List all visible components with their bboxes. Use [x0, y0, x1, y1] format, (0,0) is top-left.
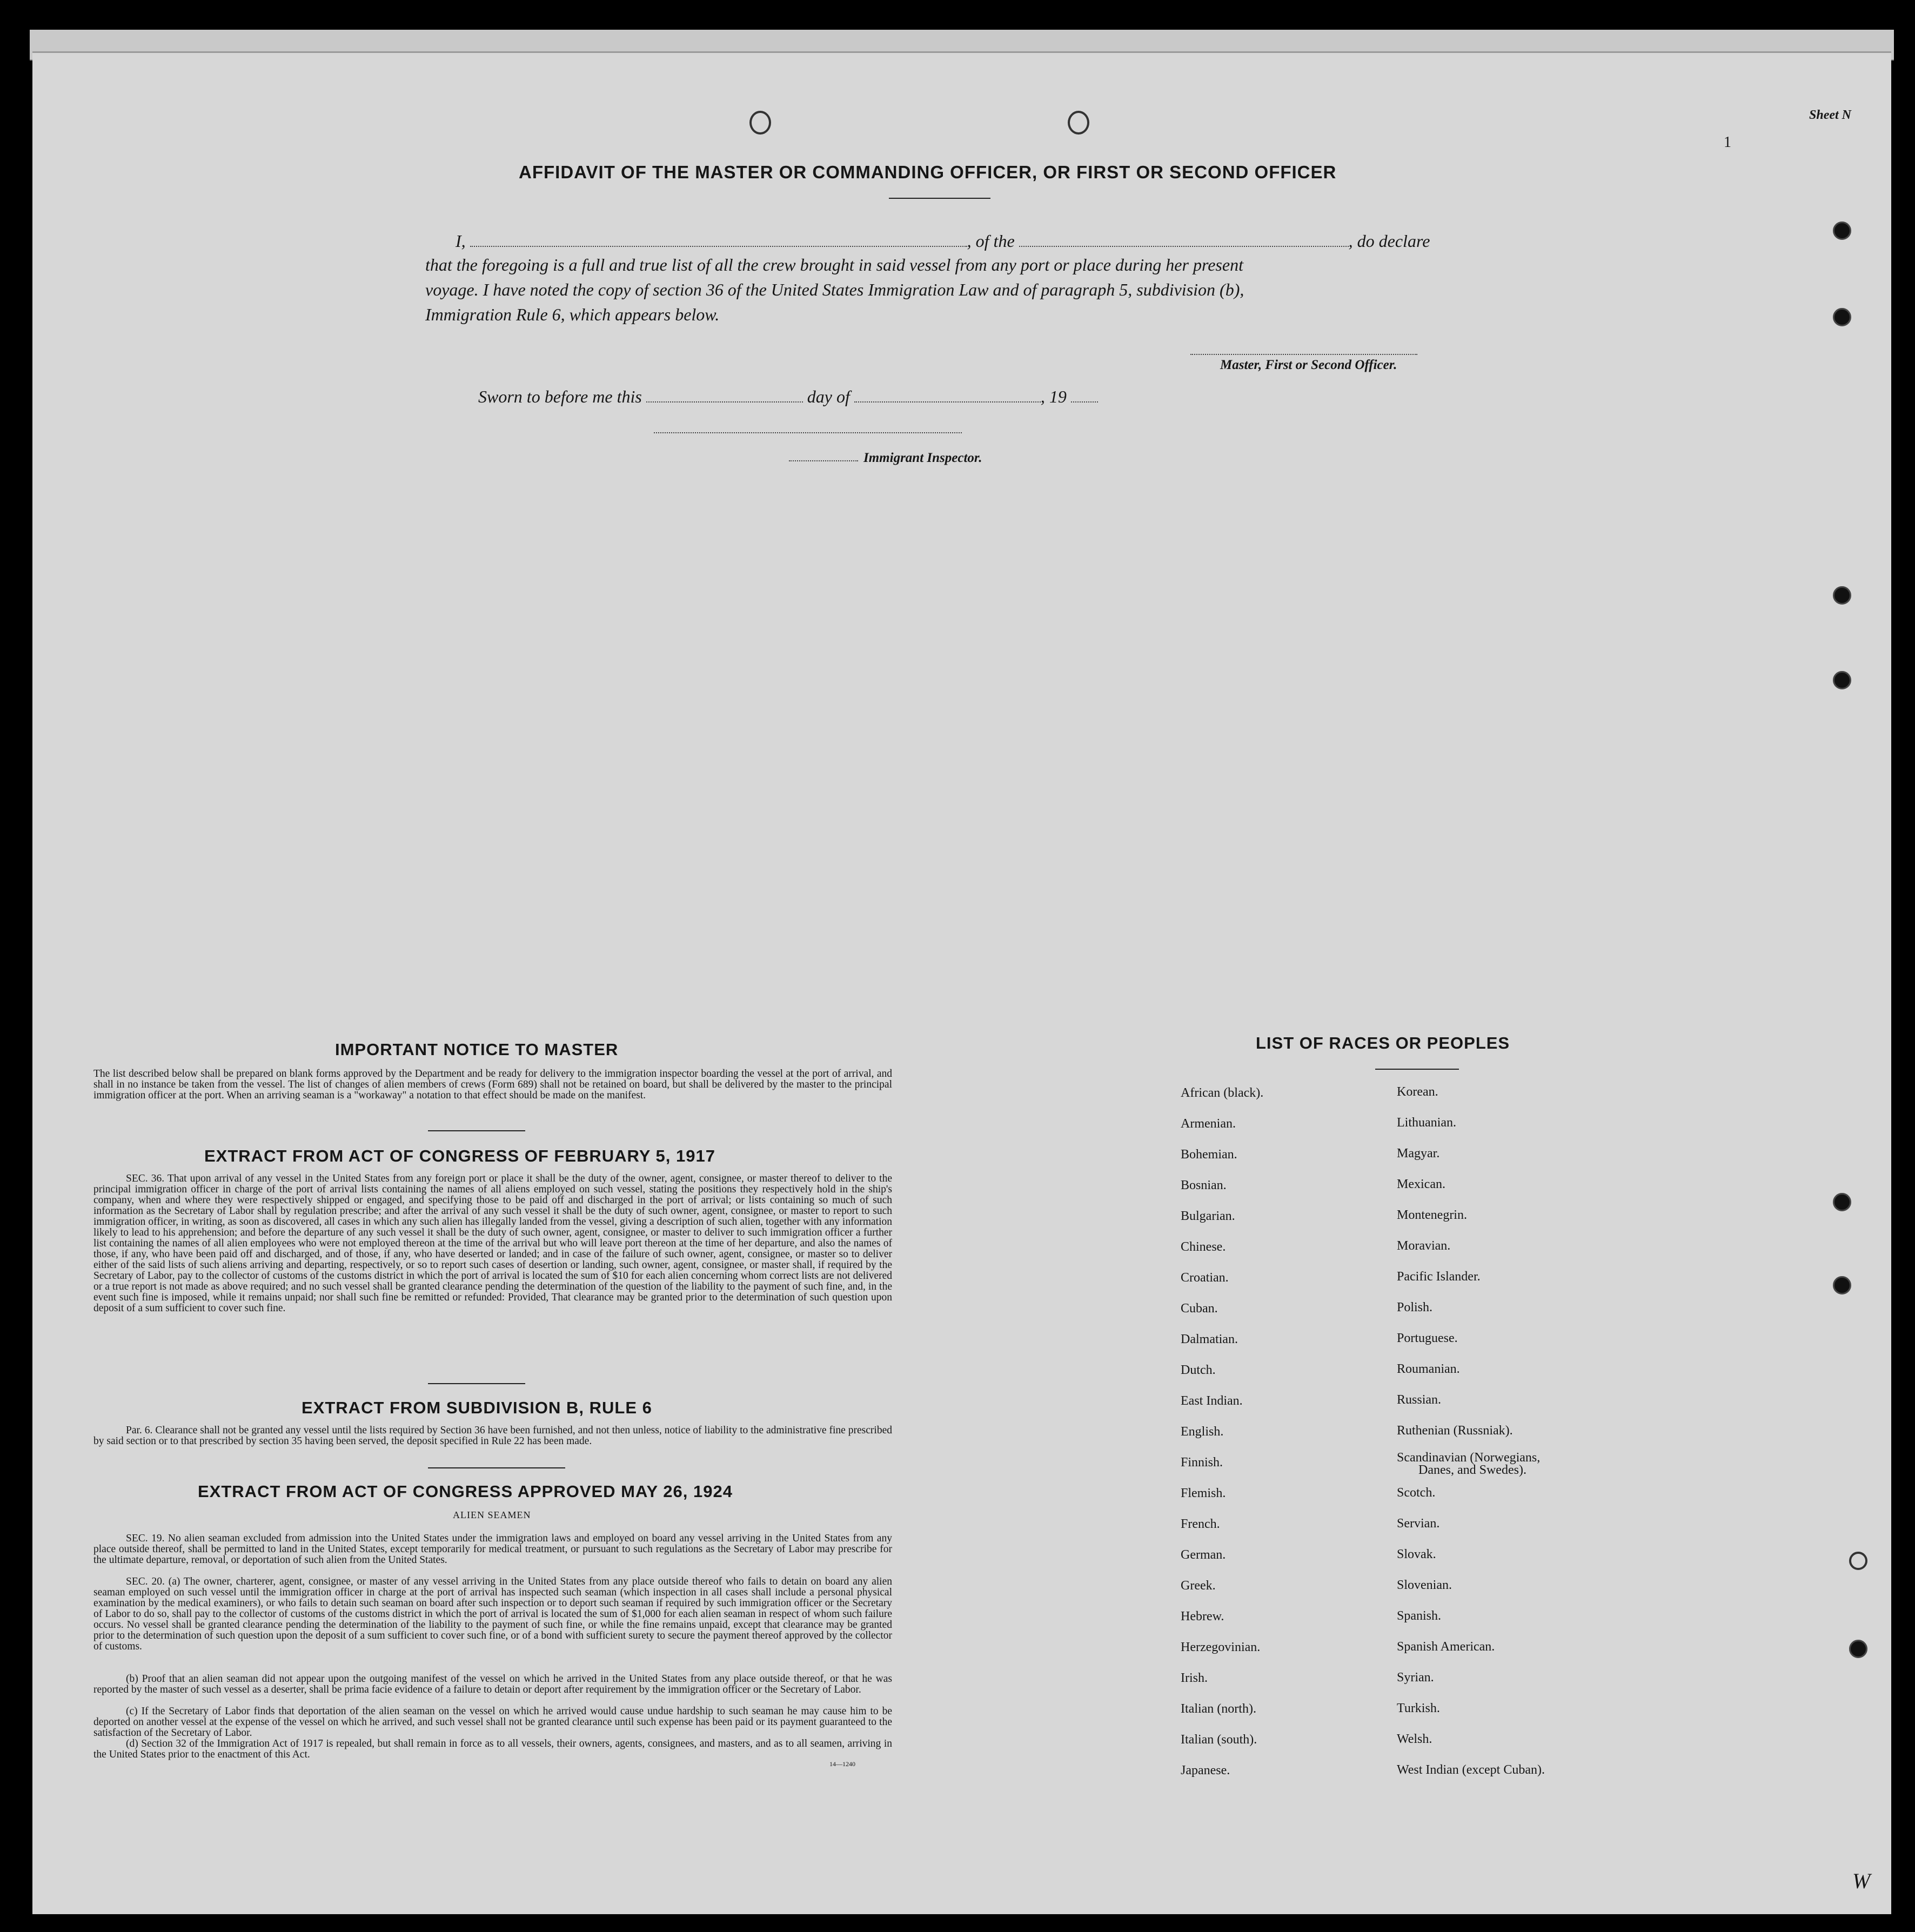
race-left-item: Cuban. — [1181, 1302, 1218, 1316]
notice-rule — [428, 1130, 525, 1131]
race-left-item: Croatian. — [1181, 1271, 1229, 1285]
race-right-item: Magyar. — [1397, 1146, 1440, 1160]
race-right-item: Roumanian. — [1397, 1362, 1460, 1376]
race-right-item: Russian. — [1397, 1393, 1442, 1407]
race-right-item: Portuguese. — [1397, 1331, 1458, 1345]
race-left-item: Bulgarian. — [1181, 1209, 1235, 1223]
race-right-item: Danes, and Swedes). — [1418, 1463, 1526, 1477]
binding-hole-1 — [1833, 222, 1851, 240]
sworn-month-field[interactable] — [854, 401, 1041, 403]
sheet-number: 1 — [1724, 134, 1731, 151]
race-right-item: Welsh. — [1397, 1732, 1432, 1746]
binding-hole-2 — [1833, 308, 1851, 326]
notice-title: IMPORTANT NOTICE TO MASTER — [335, 1040, 619, 1059]
race-left-item: Armenian. — [1181, 1117, 1236, 1131]
declarant-label: I, — [456, 231, 466, 251]
affidavit-line-3: voyage. I have noted the copy of section 36 of the United States Immigration Law and of paragraph 5, subdivision (b), — [425, 280, 1244, 299]
race-left-item: Greek. — [1181, 1579, 1216, 1593]
race-right-item: Lithuanian. — [1397, 1116, 1456, 1130]
extract-1924-title: EXTRACT FROM ACT OF CONGRESS APPROVED MAY 26, 1924 — [198, 1482, 733, 1501]
race-right-item: Spanish. — [1397, 1609, 1442, 1623]
race-left-item: Flemish. — [1181, 1486, 1226, 1500]
notice-body: The list described below shall be prepared on blank forms approved by the Department and be ready for delivery to the immigration inspector boarding the vessel at the port of arrival, and shall in no instance be taken from the vessel. The list of changes of alien members of crews (Form 689) shall not be retained on board, but shall be delivered by the master to the principal immigration officer at the port. When an arriving seaman is a "workaway" a notation to that effect should be made on the manifest. — [93, 1068, 892, 1101]
sheet-label: Sheet N — [1809, 108, 1851, 122]
sec20b-text: (b) Proof that an alien seaman did not appear upon the outgoing manifest of the vessel on which he arrived in the United States from any place outside thereof, or that he was reported by the master of such vessel as a deserter, shall be prima facie evidence of a failure to detain or deport after requirement by the immigration officer or the Secretary of Labor. — [93, 1673, 892, 1695]
race-right-item: Scandinavian (Norwegians, — [1397, 1451, 1541, 1465]
punch-hole-top-left — [749, 111, 771, 135]
sec19-text: SEC. 19. No alien seaman excluded from admission into the United States under the immigration laws and employed on board any vessel arriving in the United States from any place outside thereof, shall be permitted to land in the United States, except temporarily for medical treatment, or pursuant to such regulations as the Secretary of Labor may prescribe for the ultimate departure, removal, or deportation of such alien from the United States. — [93, 1533, 892, 1566]
corner-mark: W — [1852, 1869, 1871, 1893]
master-signature-field[interactable] — [1190, 354, 1417, 355]
race-left-item: Chinese. — [1181, 1240, 1226, 1254]
race-right-item: Scotch. — [1397, 1486, 1436, 1500]
race-right-item: Turkish. — [1397, 1701, 1440, 1715]
race-right-item: West Indian (except Cuban). — [1397, 1763, 1545, 1777]
race-left-item: Dutch. — [1181, 1363, 1216, 1377]
race-right-item: Moravian. — [1397, 1239, 1451, 1253]
punch-hole-top-right — [1068, 111, 1089, 135]
affidavit-title: AFFIDAVIT OF THE MASTER OR COMMANDING OFFICER, OR FIRST OR SECOND OFFICER — [519, 162, 1337, 182]
vessel-name-field[interactable] — [1019, 246, 1349, 247]
race-left-item: African (black). — [1181, 1086, 1264, 1100]
race-left-item: Italian (south). — [1181, 1733, 1257, 1747]
extract-rule6-title: EXTRACT FROM SUBDIVISION B, RULE 6 — [302, 1398, 652, 1417]
binding-hole-6 — [1833, 1276, 1851, 1294]
races-title-rule — [1375, 1069, 1459, 1070]
race-left-item: Japanese. — [1181, 1763, 1230, 1777]
race-left-item: French. — [1181, 1517, 1220, 1531]
sworn-day-field[interactable] — [646, 401, 803, 403]
race-right-item: Servian. — [1397, 1517, 1440, 1531]
sec20d-text: (d) Section 32 of the Immigration Act of 1917 is repealed, but shall remain in force as to all vessels, their owners, agents, consignees, and masters, and as to all seamen, arriving in the United States prior to the enactment of this Act. — [93, 1738, 892, 1760]
inspector-leader-dots — [789, 460, 858, 461]
affidavit-line-4: Immigration Rule 6, which appears below. — [425, 305, 720, 324]
race-right-item: Korean. — [1397, 1085, 1438, 1099]
binding-hole-5 — [1833, 1193, 1851, 1211]
inspector-signature-field[interactable] — [654, 432, 962, 433]
race-right-item: Mexican. — [1397, 1177, 1445, 1191]
sworn-year-field[interactable] — [1071, 401, 1098, 403]
race-left-item: East Indian. — [1181, 1394, 1243, 1408]
race-right-item: Syrian. — [1397, 1671, 1434, 1685]
race-left-item: English. — [1181, 1425, 1224, 1439]
inspector-caption: Immigrant Inspector. — [863, 451, 982, 465]
race-left-item: Dalmatian. — [1181, 1332, 1238, 1346]
race-left-item: Irish. — [1181, 1671, 1208, 1685]
year-prefix: , 19 — [1040, 387, 1067, 406]
sworn-label: Sworn to before me this — [478, 387, 642, 406]
binding-hole-8 — [1849, 1640, 1867, 1658]
day-of-label: day of — [807, 387, 850, 406]
race-right-item: Polish. — [1397, 1300, 1433, 1314]
race-left-item: Finnish. — [1181, 1455, 1223, 1470]
sec20c-text: (c) If the Secretary of Labor finds that deportation of the alien seaman on the vessel on which he arrived would cause undue hardship to such seaman he may cause him to be deported on another vessel at the expense of the vessel on which he arrived, and such vessel shall not be granted clearance until such expense has been paid or its payment guaranteed to the satisfaction of the Secretary of Labor. — [93, 1706, 892, 1739]
race-left-item: Herzegovinian. — [1181, 1640, 1261, 1654]
sec20a-text: SEC. 20. (a) The owner, charterer, agent, consignee, or master of any vessel arriving in the United States from any place outside thereof who fails to detain on board any alien seaman employed on such vessel until the immigration officer in charge at the port of arrival has inspected such seaman (which inspection in all cases shall include a personal physical examination by the medical examiners), or who fails to detain such seaman on board after such inspection or to deport such seaman if required by such immigration officer or the Secretary of Labor to do so, shall pay to the collector of customs of the customs district in which the port of arrival is located the sum of $1,000 for each alien seaman in respect of whom such failure occurs. No vessel shall be granted clearance pending the determination of the liability to the payment of such fine, or while the fine remains unpaid, except that clearance may be granted prior to the determination of such question upon the deposit of a sum sufficient to cover such fine, or of a bond with sufficient surety to secure the payment thereof approved by the collector of customs. — [93, 1576, 892, 1652]
master-signature-caption: Master, First or Second Officer. — [1220, 358, 1397, 372]
affidavit-title-rule — [889, 198, 990, 199]
sworn-line — [478, 387, 1098, 407]
race-left-item: Bohemian. — [1181, 1148, 1237, 1162]
race-left-item: German. — [1181, 1548, 1226, 1562]
form-number: 14—1240 — [829, 1760, 855, 1768]
race-left-item: Hebrew. — [1181, 1609, 1224, 1624]
race-right-item: Slovenian. — [1397, 1578, 1452, 1592]
extract-rule6-body: Par. 6. Clearance shall not be granted any vessel until the lists required by Section 36 have been furnished, and not then unless, notice of liability to the administrative fine prescribed by said section or to that prescribed by section 35 having been served, the deposit specified in Rule 22 has been made. — [93, 1425, 892, 1447]
extract-1917-rule — [428, 1383, 525, 1384]
race-right-item: Slovak. — [1397, 1547, 1436, 1561]
affidavit-line-2: that the foregoing is a full and true list of all the crew brought in said vessel from any port or place during her present — [425, 255, 1243, 274]
binding-hole-4 — [1833, 671, 1851, 689]
alien-seamen-subtitle: ALIEN SEAMEN — [453, 1510, 531, 1520]
extract-1917-title: EXTRACT FROM ACT OF CONGRESS OF FEBRUARY 5, 1917 — [204, 1146, 715, 1165]
race-right-item: Ruthenian (Russniak). — [1397, 1424, 1513, 1438]
races-title: LIST OF RACES OR PEOPLES — [1256, 1034, 1510, 1052]
race-right-item: Montenegrin. — [1397, 1208, 1467, 1222]
binding-hole-7 — [1849, 1552, 1867, 1570]
extract-1917-body: SEC. 36. That upon arrival of any vessel in the United States from any foreign port or place it shall be the duty of the owner, agent, consignee, or master thereof to deliver to the principal immigration officer in charge of the port of arrival lists containing the names of all aliens employed on such vessel, stating the positions they respectively hold in the ship's company, when and where they were respectively shipped or engaged, and specifying those to be paid off and discharged in the port of arrival; or lists containing so much of such information as the Secretary of Labor shall by regulation prescribe; and after the arrival of any such vessel it shall be the duty of such owner, agent, consignee, or master to report to such immigration officer, in writing, as soon as discovered, all cases in which any such alien has illegally landed from the vessel, giving a description of such alien, together with any information likely to lead to his apprehension; and before the departure of any such vessel it shall be the duty of such owner, agent, consignee, or master to deliver to such immigration officer a further list containing the names of all alien employees who were not employed thereon at the time of the arrival but who will leave port thereon at the time of her departure, and also the names of those, if any, who have been paid off and discharged, and of those, if any, who have deserted or landed; and in case of the failure of such owner, agent, consignee, or master so to deliver either of the said lists of such aliens arriving and departing, respectively, or so to report such cases of desertion or landing, such owner, agent, consignee, or master shall, if required by the Secretary of Labor, pay to the collector of customs of the customs district in which the port of arrival is located the sum of $10 for each alien concerning whom correct lists are not delivered or a true report is not made as above required; and no such vessel shall be granted clearance pending the determination of the question of the liability to the payment of such fine, and, in the event such fine is imposed, while it remains unpaid; nor shall such fine be remitted or refunded: Provided, That clearance may be granted prior to the determination of such question upon deposit of a sum sufficient to cover such fine. — [93, 1173, 892, 1314]
declarant-name-field[interactable] — [470, 246, 967, 247]
binding-hole-3 — [1833, 586, 1851, 605]
extract-rule6-rule — [428, 1467, 565, 1468]
affidavit-line-1 — [456, 231, 1430, 251]
do-declare-label: , do declare — [1348, 231, 1430, 251]
race-left-item: Italian (north). — [1181, 1702, 1256, 1716]
race-right-item: Spanish American. — [1397, 1640, 1495, 1654]
of-the-label: , of the — [967, 231, 1015, 251]
race-left-item: Bosnian. — [1181, 1178, 1227, 1192]
race-right-item: Pacific Islander. — [1397, 1270, 1481, 1284]
